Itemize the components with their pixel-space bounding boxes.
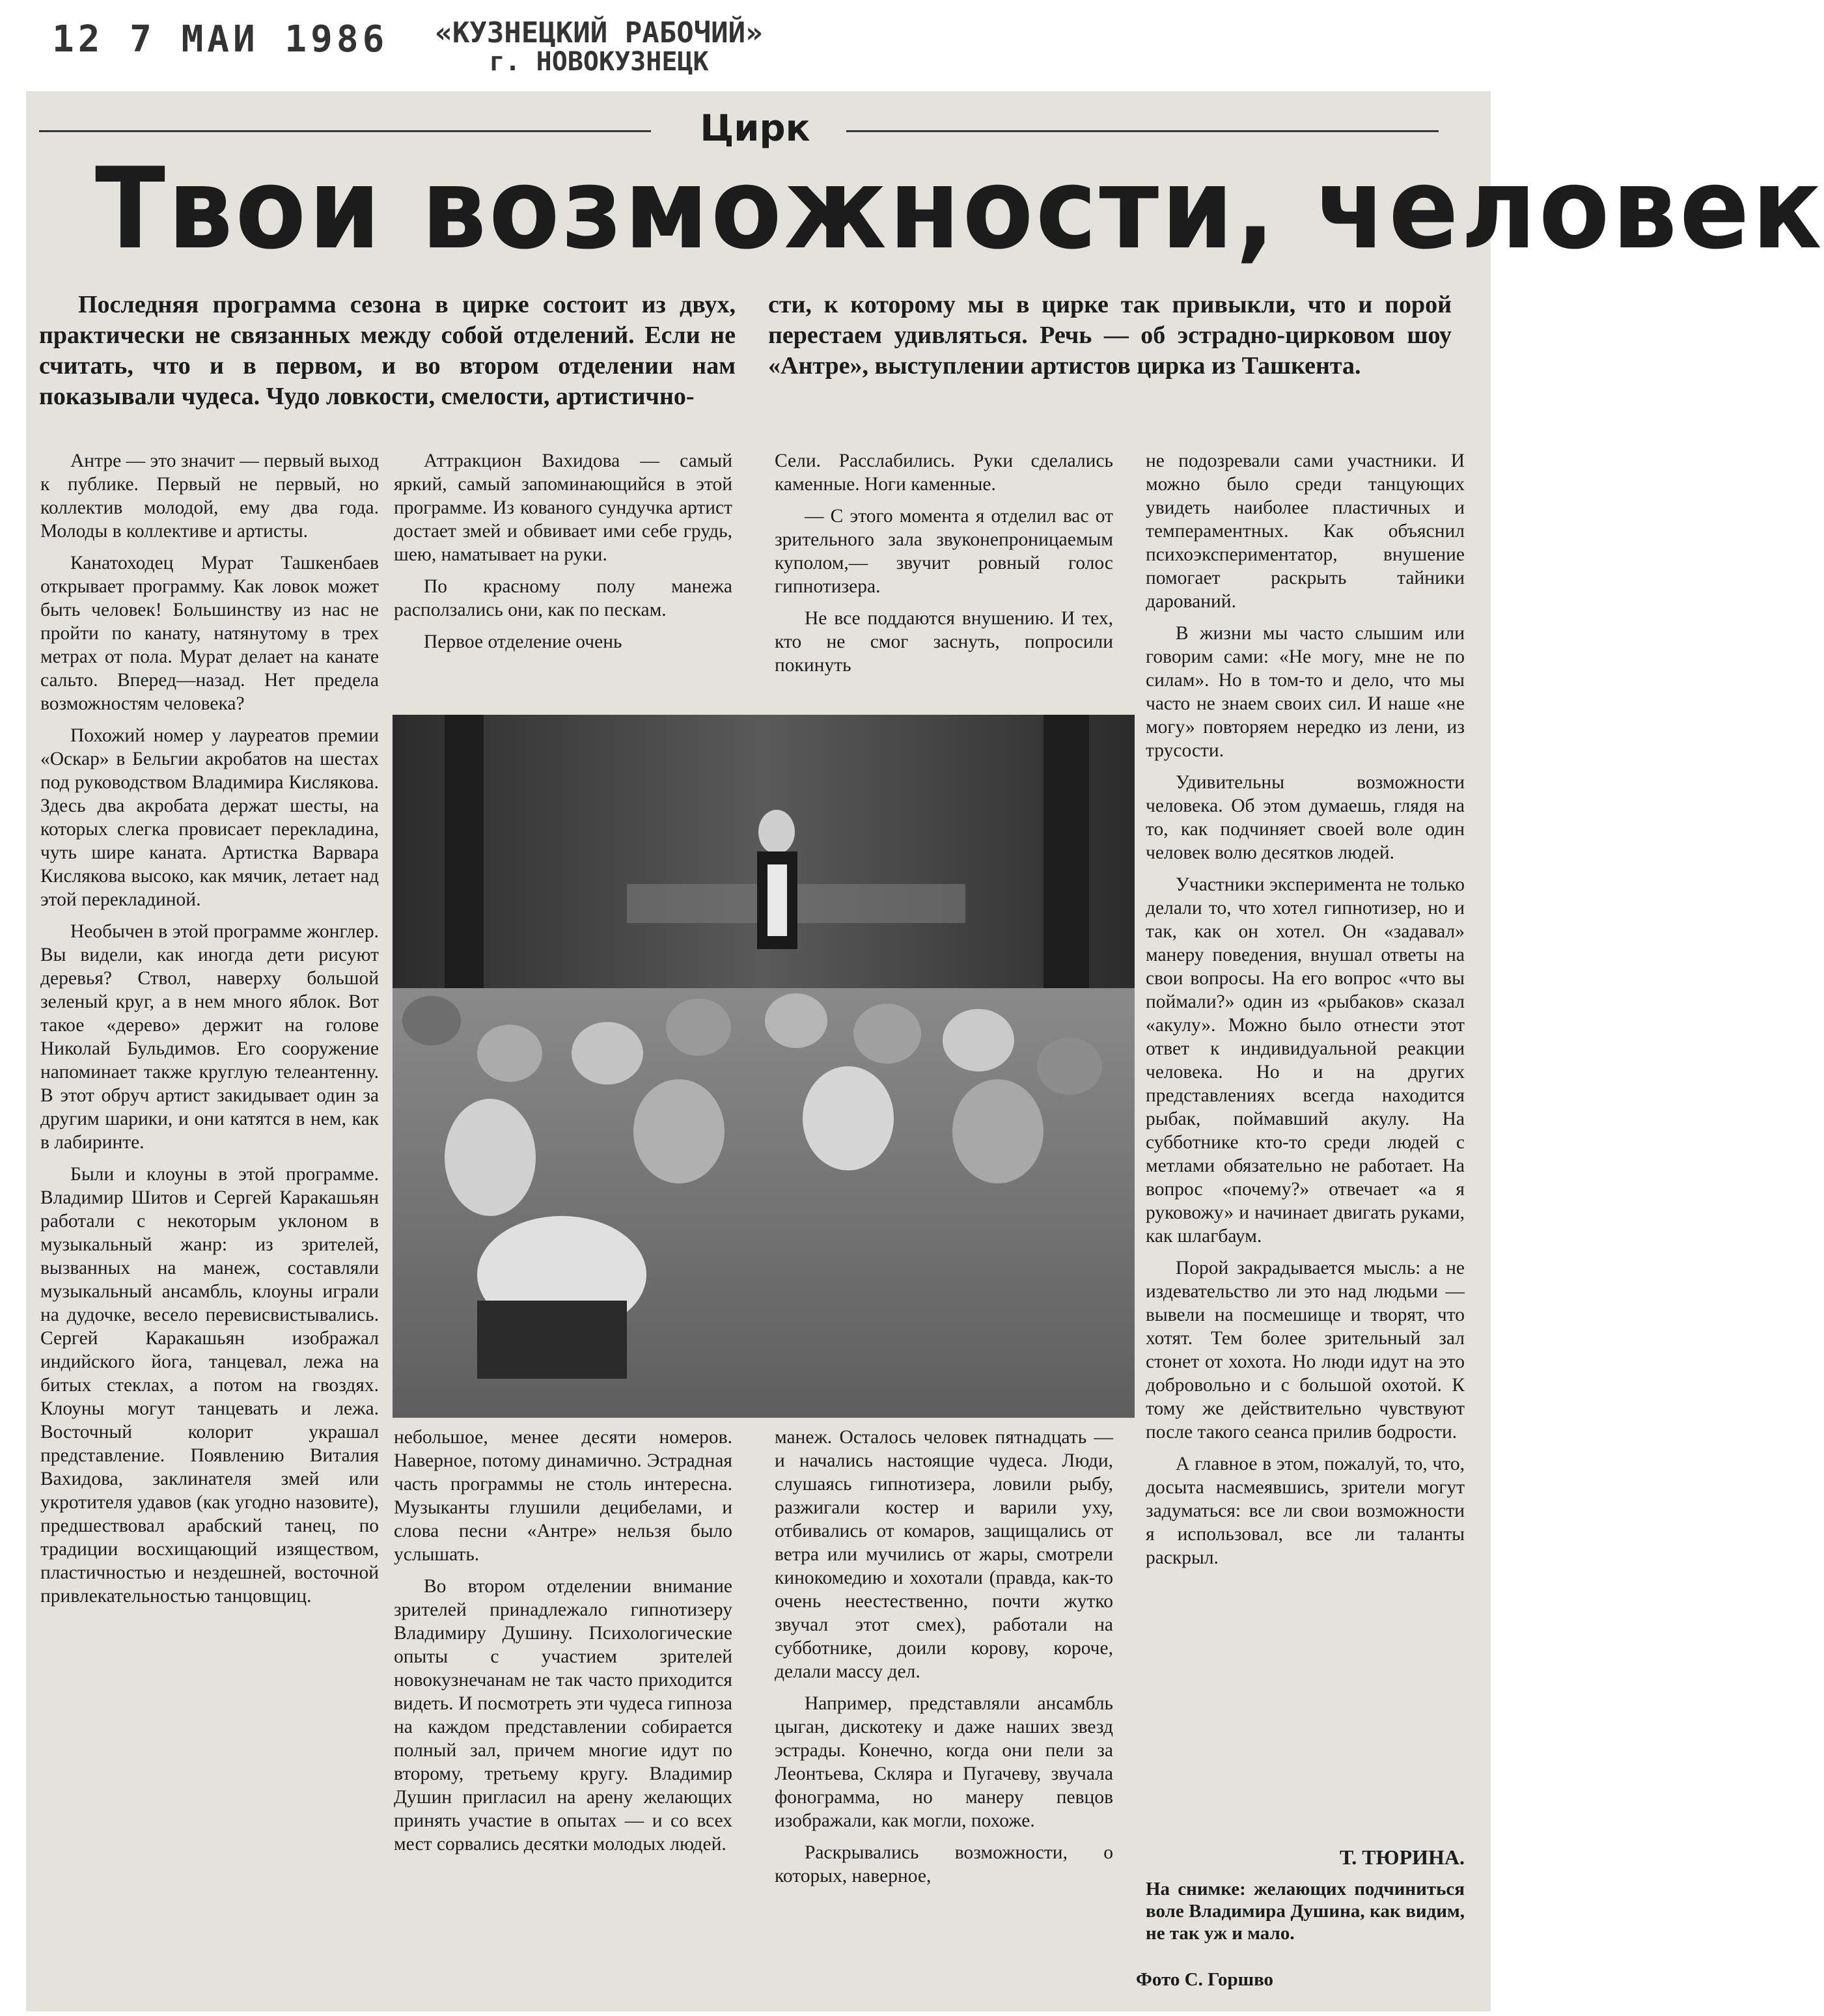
paragraph: Были и клоуны в этой программе. Владимир Шитов и Сергей Каракашьян работали с некоторым уклоном в музыкальный жанр: из зрителей, вызванных на манеж, составляли музыкальный ансамбль, клоуны играли на дудочке, весело перевисвистывались. Сергей Каракашьян изображал индийского йога, танцевал, лежа на битых стеклах, а потом на гвоздях. Клоуны могут танцевать и лежа. Восточный колорит украшал представление. Появлению Виталия Вахидова, заклинателя змей или укротителя удавов (как угодно назовите), предшествовал арабский танец, по традиции восхищающий изяществом, пластичностью и нездешней, восточной привлекательностью танцовщиц. xyxy=(40,1164,379,1607)
rubric-rule-right xyxy=(846,130,1439,132)
paragraph: небольшое, менее десяти номеров. Наверное, потому динамично. Эстрадная часть программы не столь интересна. Музыканты глушили децибелами, и слова песни «Антре» нельзя было услышать. xyxy=(394,1427,732,1565)
hypnotist-shirt xyxy=(767,864,787,936)
paragraph: Например, представляли ансамбль цыган, дискотеку и даже наших звезд эстрады. Конечно, когда они пели за Леонтьева, Скляра и Пугачеву, звучала фонограмма, но манеру певцов изображали, как могли, похоже. xyxy=(775,1693,1113,1831)
rubric-rule-left xyxy=(39,130,651,132)
photo-credit: Фото С. Горшво xyxy=(1136,1969,1274,1990)
curtain-fold xyxy=(1043,715,1089,988)
participant xyxy=(853,1004,921,1064)
paragraph: Антре — это значит — первый выход к публике. Первый не первый, но коллектив молодой, ему два года. Молоды в коллективе и артисты. xyxy=(40,450,379,542)
author-signature: Т. ТЮРИНА. xyxy=(1340,1845,1465,1869)
column-2-bottom xyxy=(394,1426,732,1864)
rubric: Цирк xyxy=(700,107,810,150)
column-2-top xyxy=(394,449,732,662)
curtain-fold xyxy=(445,715,484,988)
paragraph: Первое отделение очень xyxy=(424,631,622,652)
column-3-bottom xyxy=(775,1426,1113,1896)
column-4 xyxy=(1146,449,1465,1578)
photo-caption: На снимке: желающих подчиниться воле Владимира Душина, как видим, не так уж и мало. xyxy=(1146,1879,1465,1944)
participant xyxy=(1037,1038,1102,1095)
newspaper-city: г. НОВОКУЗНЕЦК xyxy=(489,47,709,77)
paragraph: В жизни мы часто слышим или говорим сами: «Не могу, мне не по силам». Но в том-то и дело, что мы часто не знаем своих сил. И наше «не могу» повторяем нередко из лени, из трусости. xyxy=(1146,623,1465,761)
participant xyxy=(765,993,827,1048)
paragraph: Похожий номер у лауреатов премии «Оскар» в Бельгии акробатов на шестах под руководством Владимира Кислякова. Здесь два акробата держат шесты, на которых слегка провисает перекладина, чуть шире каната. Артистка Варвара Кислякова высоко, как мячик, летает над этой перекладиной. xyxy=(40,725,379,910)
participant xyxy=(943,1009,1014,1071)
participant xyxy=(666,999,731,1056)
participant xyxy=(572,1022,643,1084)
participant xyxy=(402,996,461,1045)
paragraph: Участники эксперимента не только делали то, что хотел гипнотизер, но и так, как он хотел. Он «задавал» манеру поведения, внушал ответы на свои вопросы. На его вопрос «что вы поймали?» один из «рыбаков» сказал «акулу». Можно было отнести этот ответ к индивидуальной реакции человека. Но и на других представлениях всегда находится рыбак, поймавший акулу. На субботнике кто-то среди людей с метлами обязательно не работает. На вопрос «почему?» отвечает «а я руковожу» и начинает двигать руками, как шлагбаум. xyxy=(1146,874,1465,1247)
paragraph: не подозревали сами участники. И можно было среди танцующих увидеть наиболее пластичных и темпераментных. Как объяснил психоэкспериментатор, внушение помогает раскрыть тайники дарований. xyxy=(1146,450,1465,612)
hypnosis-show-photo xyxy=(393,715,1135,1418)
paragraph: Аттракцион Вахидова — самый яркий, самый запоминающийся в этой программе. Из кованого сундучка артист достает змей и обвивает ими себе грудь, шею, наматывает на руки. xyxy=(394,450,732,565)
participant xyxy=(952,1079,1043,1183)
paragraph: Сели. Расслабились. Руки сделались каменные. Ноги каменные. xyxy=(775,450,1113,495)
participant-trousers xyxy=(477,1301,627,1379)
paragraph: манеж. Осталось человек пятнадцать — и начались настоящие чудеса. Люди, слушаясь гипнотизера, ловили рыбу, разжигали костер и варили уху, отбивались от комаров, защищались от ветра или мучились от жары, смотрели кинокомедию и хохотали (правда, как-то очень неестественно, почти жутко звучал этот смех), работали на субботнике, доили корову, короче, делали массу дел. xyxy=(775,1427,1113,1682)
paragraph: Раскрывались возможности, о которых, наверное, xyxy=(775,1842,1113,1886)
column-1 xyxy=(40,449,379,1616)
paragraph: По красному полу манежа расползались они, как по пескам. xyxy=(394,576,732,620)
paragraph: Порой закрадывается мысль: а не издевательство ли это над людьми — вывели на посмешище и творят, что хотят. Тем более зрительный зал стонет от хохота. Но люди идут на это добровольно и с большой охотой. К тому же действительно чувствуют после такого сеанса прилив бодрости. xyxy=(1146,1258,1465,1443)
paragraph: Удивительны возможности человека. Об этом думаешь, глядя на то, как подчиняет своей воле один человек волю десятков людей. xyxy=(1146,772,1465,863)
paragraph: — С этого момента я отделил вас от зрительного зала звуконепроницаемым куполом,— звучит ровный голос гипнотизера. xyxy=(775,506,1113,597)
photo-illustration xyxy=(393,715,1135,1418)
column-3-top xyxy=(775,449,1113,685)
newspaper-stamp xyxy=(430,18,768,76)
participant xyxy=(633,1079,725,1183)
participant xyxy=(803,1066,894,1170)
lead-right: сти, к которому мы в цирке так привыкли, что и порой перестаем удивляться. Речь — об эстрадно-цирковом шоу «Антре», выступлении артистов цирка из Ташкента. xyxy=(768,291,1452,380)
hypnotist-head xyxy=(758,810,795,854)
newspaper-name: «КУЗНЕЦКИЙ РАБОЧИЙ» xyxy=(435,16,763,49)
paragraph: А главное в этом, пожалуй, то, что, досыта насмеявшись, зрители могут задуматься: все ли свои возможности я использовал, все ли таланты раскрыл. xyxy=(1146,1454,1465,1568)
participant xyxy=(445,1099,536,1216)
participant xyxy=(477,1025,542,1082)
paragraph: Канатоходец Мурат Ташкенбаев открывает программу. Как ловок может быть человек! Большинству из нас не пройти по канату, натянутому в трех метрах от пола. Мурат делает на канате сальто. Вперед—назад. Нет предела возможностям человека? xyxy=(40,553,379,714)
paragraph: Не все поддаются внушению. И тех, кто не смог заснуть, попросили покинуть xyxy=(775,608,1113,676)
lead-left: Последняя программа сезона в цирке состоит из двух, практически не связанных между собой отделений. Если не считать, что и в первом, и во втором отделении нам показывали чудеса. Чудо ловкости, смелости, артистично- xyxy=(39,291,736,410)
paragraph: Необычен в этой программе жонглер. Вы видели, как иногда дети рисуют деревья? Ствол, наверху большой зеленый круг, а в нем много яблок. Вот такое «дерево» держит на голове Николай Бульдимов. Его сооружение напоминает также круглую телеантенну. В этот обруч артист закидывает один за другим шарики, и они катятся в нем, как в лабиринте. xyxy=(40,921,379,1153)
date-stamp: 12 7 МАИ 1986 xyxy=(52,18,389,61)
headline: Твои возможности, человек xyxy=(95,143,1824,274)
paragraph: Во втором отделении внимание зрителей принадлежало гипнотизеру Владимиру Душину. Психологические опыты с участием зрителей новокузнечанам не так часто приходится видеть. И посмотреть эти чудеса гипноза на каждом представлении собирается полный зал, причем многие идут по второму, третьему кругу. Владимир Душин пригласил на арену желающих принять участие в опытах — и со всех мест сорвались десятки молодых людей. xyxy=(394,1576,732,1855)
